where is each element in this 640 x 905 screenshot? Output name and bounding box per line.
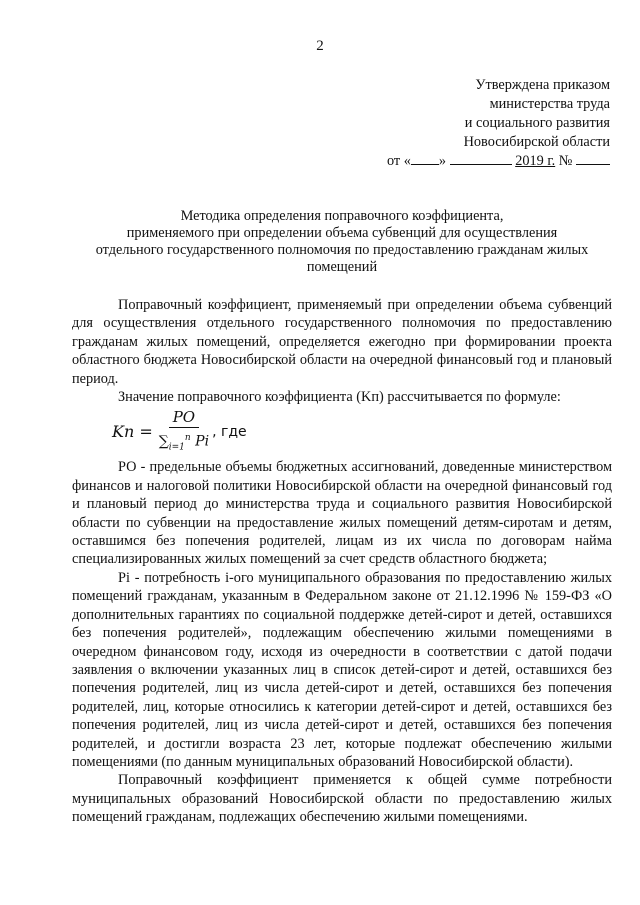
number-blank xyxy=(576,152,610,165)
month-blank xyxy=(450,152,512,165)
approval-line: министерства труда xyxy=(489,96,610,112)
paragraph: Значение поправочного коэффициента (Kп) рассчитывается по формуле: xyxy=(118,389,561,406)
day-blank xyxy=(411,152,439,165)
date-prefix: от « xyxy=(386,153,411,169)
document-body xyxy=(72,296,612,827)
number-label: № xyxy=(558,153,573,169)
title-line: применяемого при определении объема субвенций для осуществления xyxy=(126,225,558,241)
paragraph: Поправочный коэффициент, применяемый при определении объема субвенций для осуществления отдельного государственного полномочия по предоставлению гражданам жилых помещений, определяется ежегодно при формировании проекта областного бюджета Новосибирской области на очередной финансовый год и плановый период. xyxy=(72,297,612,387)
sum-term: Pi xyxy=(195,433,210,450)
title-line: отдельного государственного полномочия по предоставлению гражданам жилых xyxy=(95,242,589,258)
approval-line: Новосибирской области xyxy=(463,134,610,150)
approval-line: Утверждена приказом xyxy=(475,77,610,93)
formula-fraction xyxy=(159,408,209,457)
title-line: помещений xyxy=(306,259,378,275)
year-text: 2019 г. xyxy=(515,153,556,169)
paragraph: РО - предельные объемы бюджетных ассигнований, доведенные министерством финансов и налоговой политики Новосибирской области на очередной финансовый год и плановый период до министерства труда и социального развития Новосибирской области по субвенции на предоставление жилых помещений детям-сиротам и детям, оставшимся без попечения родителей, лицам из их числа по договорам найма специализированных жилых помещений за счет средств областного бюджета; xyxy=(72,459,612,568)
formula-denominator xyxy=(159,428,209,457)
sum-lower-limit: i=1 xyxy=(168,442,185,453)
sum-symbol: ∑ xyxy=(158,433,169,450)
formula xyxy=(112,408,612,456)
approval-block xyxy=(387,76,610,171)
approval-line: и социального развития xyxy=(464,115,610,131)
page-number: 2 xyxy=(316,38,324,54)
paragraph: Pi - потребность i-ого муниципального образования по предоставлению жилых помещений гражданам, указанным в Федеральном законе от 21.12.1996 № 159-ФЗ «О дополнительных гарантиях по социальной поддержке детей-сирот и детей, оставшихся без попечения родителей», подлежащим обеспечению жилыми помещениями в очередном финансовом году, исходя из очередности в соответствии с датой подачи заявления о включении указанных лиц в список детей-сирот и детей, оставшихся без попечения родителей, лиц из числа детей-сирот и детей, оставшихся без попечения родителей, лиц, которые относились к категории детей-сирот и детей, оставшихся без попечения родителей, лиц из числа детей-сирот и детей, оставшихся без попечения родителей, и достигли возраста 23 лет, которые подлежат обеспечению жилыми помещениями (по данным муниципальных образований Новосибирской области). xyxy=(72,569,612,770)
formula-numerator: PO xyxy=(169,408,199,428)
formula-suffix: , где xyxy=(212,424,247,441)
paragraph: Поправочный коэффициент применяется к общей сумме потребности муниципальных образований Новосибирской области по предоставлению жилых помещений гражданам, подлежащих обеспечению жилыми помещениями. xyxy=(72,772,612,826)
title-line: Методика определения поправочного коэффициента, xyxy=(180,208,504,224)
document-title xyxy=(72,208,612,276)
formula-lhs: Kп = xyxy=(112,422,153,442)
date-mid: » xyxy=(438,153,447,169)
approval-date-line xyxy=(387,152,610,171)
sum-upper-limit: n xyxy=(184,433,191,444)
